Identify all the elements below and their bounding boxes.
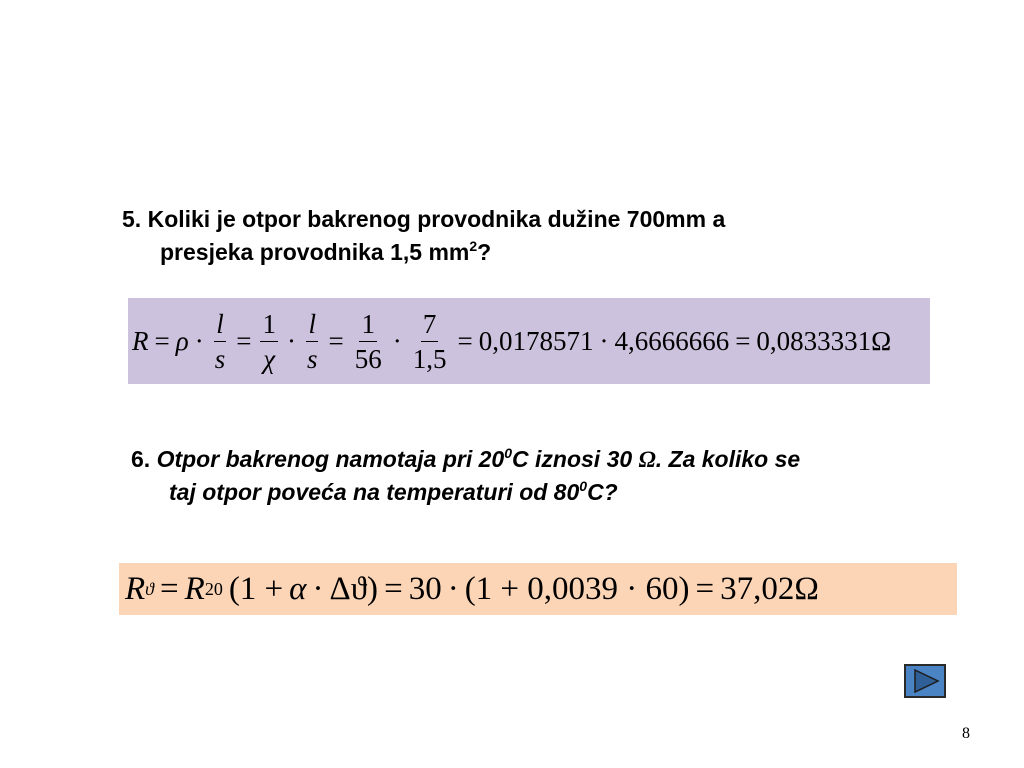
numerator-1: 1 [260, 309, 278, 342]
result-2: 37,02Ω [720, 570, 819, 607]
question-6-text-a: Otpor bakrenog namotaja pri 20 [156, 446, 505, 472]
delta-theta: Δϑ) [329, 570, 379, 607]
value-1: 0,0178571 [478, 325, 594, 356]
numerator-l: l [306, 309, 318, 342]
theta-subscript: ϑ [145, 578, 155, 599]
subscript-20: 20 [204, 578, 223, 599]
resistance-symbol: R [132, 325, 149, 356]
equals-sign: = [160, 570, 179, 607]
alpha-symbol: α [289, 570, 307, 607]
numerator-1: 1 [359, 309, 377, 342]
question-6-text-d: taj otpor poveća na temperaturi od 80 [169, 479, 580, 505]
question-5-text-2: presjeka provodnika 1,5 mm [160, 239, 470, 265]
equals-sign: = [328, 325, 344, 356]
fraction-1-over-56 [353, 309, 384, 374]
question-5-line1 [122, 203, 922, 236]
omega-symbol: Ω [638, 447, 656, 472]
fraction-l-over-s [213, 309, 228, 374]
dot-operator: · [392, 325, 402, 356]
equals-sign: = [154, 325, 170, 356]
superscript-0: 0 [579, 478, 588, 494]
denominator-56: 56 [354, 343, 382, 374]
result-1: 0,0833331Ω [756, 325, 892, 356]
question-6-text-e: C? [587, 479, 618, 505]
question-mark: ? [477, 239, 492, 265]
question-6-line1 [131, 443, 991, 476]
formula-box-2 [119, 563, 957, 615]
numerator-7: 7 [421, 309, 439, 342]
fraction-7-over-1-5 [411, 309, 449, 374]
fraction-l-over-s-2 [305, 309, 320, 374]
next-slide-button[interactable] [904, 664, 946, 698]
equals-sign: = [735, 325, 751, 356]
equals-sign: = [236, 325, 252, 356]
play-next-icon [906, 666, 944, 696]
resistance-symbol: R [125, 570, 146, 607]
question-6-text-c: . Za koliko se [655, 446, 801, 472]
dot-operator: · [599, 325, 609, 356]
question-6-text-b: C iznosi 30 [512, 446, 639, 472]
value-30: 30 [408, 570, 442, 607]
dot-operator: · [194, 325, 204, 356]
dot-operator: · [312, 570, 324, 607]
formula-1 [132, 298, 891, 384]
denominator-s: s [214, 343, 226, 374]
page-number: 8 [962, 725, 970, 742]
numerator-l: l [214, 309, 226, 342]
question-5-text: Koliki je otpor bakrenog provodnika dužine 700mm a [147, 206, 726, 232]
denominator-chi: χ [263, 343, 276, 374]
question-6-number: 6. [131, 446, 151, 472]
question-6-line2 [131, 476, 991, 509]
question-5 [122, 203, 922, 269]
fraction-1-over-chi [260, 309, 278, 374]
dot-operator: · [447, 570, 459, 607]
question-6 [131, 443, 991, 509]
question-5-number: 5. [122, 206, 142, 232]
superscript-2: 2 [469, 238, 478, 254]
equals-sign: = [695, 570, 715, 607]
question-5-line2 [122, 236, 922, 269]
formula-box-1 [128, 298, 930, 384]
equals-sign: = [384, 570, 403, 607]
equals-sign: = [457, 325, 473, 356]
open-paren-term: (1 + [228, 570, 284, 607]
denominator-1-5: 1,5 [412, 343, 447, 374]
formula-2 [125, 563, 819, 615]
inner-expression: (1 + 0,0039 · 60) [464, 570, 690, 607]
value-2: 4,6666666 [614, 325, 730, 356]
superscript-0: 0 [504, 445, 513, 461]
rho-symbol: ρ [175, 325, 189, 356]
denominator-s: s [306, 343, 318, 374]
dot-operator: · [286, 325, 296, 356]
resistance-symbol: R [184, 570, 205, 607]
